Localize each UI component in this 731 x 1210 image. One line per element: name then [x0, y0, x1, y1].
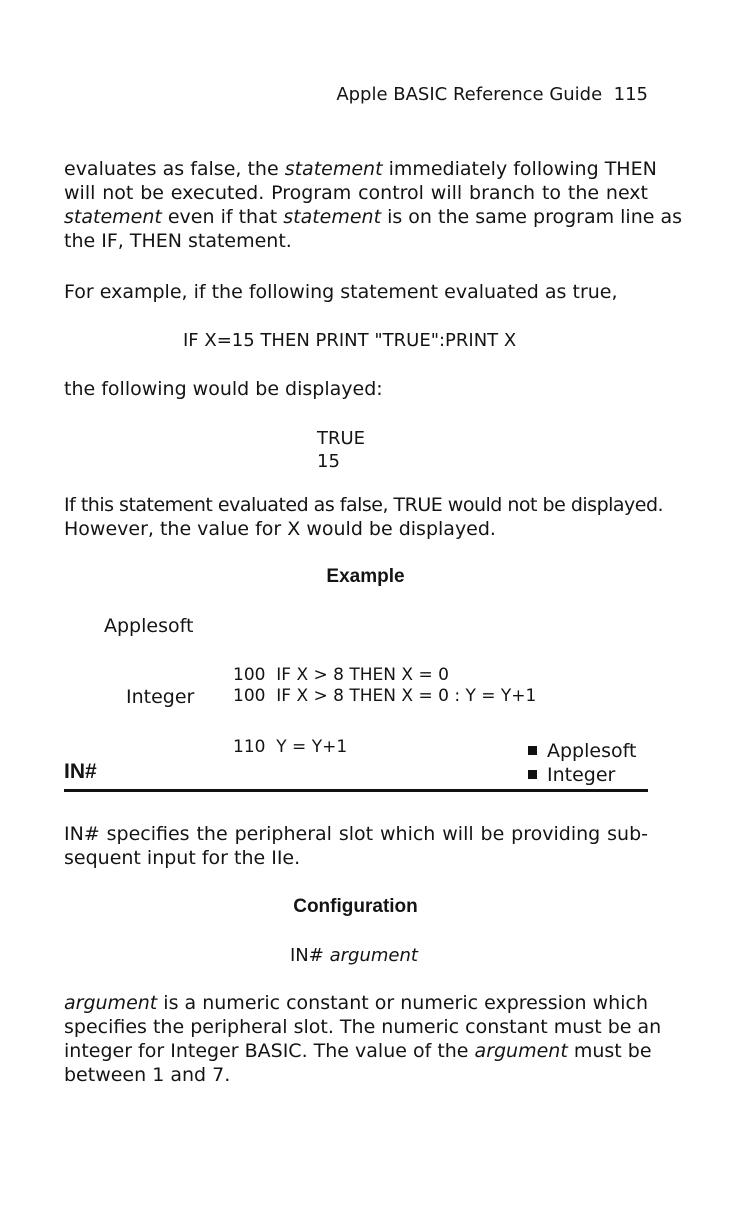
config-command: IN# [290, 945, 324, 966]
running-title: Apple BASIC Reference Guide [336, 84, 603, 105]
bullet-square-icon [528, 746, 537, 755]
display-intro: the following would be displayed: [64, 378, 383, 400]
in-section-title: IN# [64, 760, 97, 783]
applesoft-code-line-1: 100 IF X > 8 THEN X = 0 [233, 665, 449, 685]
configuration-syntax [290, 945, 418, 966]
output-line-15: 15 [317, 451, 340, 472]
tag-applesoft: Applesoft [528, 740, 636, 762]
argument-line-2: specifies the peripheral slot. The numeric constant must be an [64, 1016, 662, 1038]
in-description-line-2: sequent input for the IIe. [64, 847, 301, 869]
intro-line-2: will not be executed. Program control will branch to the next [64, 182, 648, 204]
intro-line-1: evaluates as false, the statement immediately following THEN [64, 158, 657, 180]
configuration-heading: Configuration [293, 896, 418, 917]
code-line: IF X=15 THEN PRINT "TRUE":PRINT X [183, 330, 517, 351]
in-description-line-1: IN# specifies the peripheral slot which will be providing sub- [64, 823, 648, 845]
integer-code: 100 IF X > 8 THEN X = 0 : Y = Y+1 [233, 686, 537, 706]
running-header [0, 84, 648, 105]
argument-line-1: argument is a numeric constant or numeric expression which [64, 992, 648, 1014]
argument-line-4: between 1 and 7. [64, 1064, 231, 1086]
example-heading: Example [326, 566, 405, 587]
section-divider [64, 789, 648, 792]
intro-line-3: statement even if that statement is on the same program line as [64, 206, 683, 228]
output-line-true: TRUE [317, 428, 366, 449]
bullet-square-icon [528, 770, 537, 779]
config-argument: argument [329, 945, 418, 966]
display-output [317, 427, 365, 473]
intro-paragraph [64, 157, 683, 253]
argument-paragraph [64, 991, 662, 1087]
intro-line-4: the IF, THEN statement. [64, 230, 292, 252]
example-intro: For example, if the following statement evaluated as true, [64, 281, 618, 303]
argument-line-3: integer for Integer BASIC. The value of the argument must be [64, 1040, 652, 1062]
applesoft-code-line-2: 110 Y = Y+1 [233, 737, 348, 757]
in-description [64, 822, 648, 870]
false-note-line-1: If this statement evaluated as false, TRUE would not be displayed. [64, 494, 664, 516]
tag-integer: Integer [528, 764, 615, 786]
applesoft-label: Applesoft [104, 615, 194, 637]
false-note-line-2: However, the value for X would be displayed. [64, 518, 496, 540]
integer-label: Integer [126, 686, 195, 708]
false-note [64, 493, 664, 541]
page-number: 115 [613, 84, 648, 105]
